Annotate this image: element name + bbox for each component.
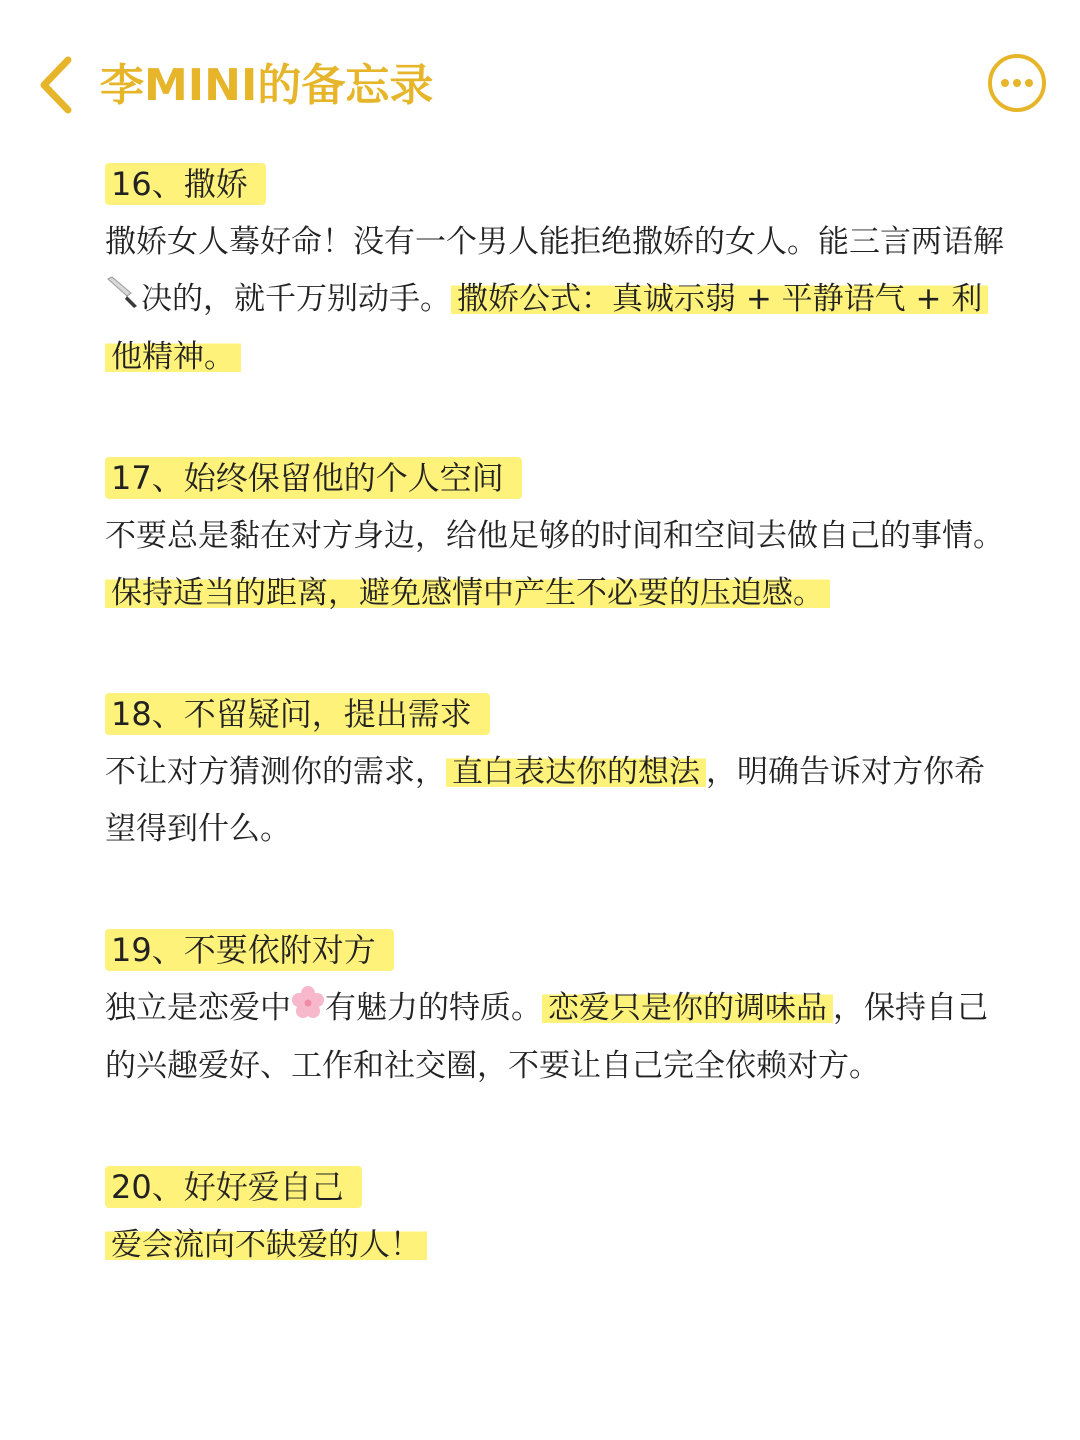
- section-heading: 19、不要依附对方: [105, 929, 394, 971]
- more-horizontal-icon: [986, 52, 1048, 114]
- highlighted-text: 保持适当的距离，避免感情中产生不必要的压迫感。: [105, 575, 830, 611]
- cherry-blossom-icon: [291, 981, 325, 1038]
- memo-content: [105, 160, 1005, 1342]
- section-heading: 16、撒娇: [105, 163, 266, 205]
- chevron-left-icon: [30, 50, 86, 120]
- highlighted-text: 直白表达你的想法: [446, 754, 706, 790]
- section-heading: 20、好好爱自己: [105, 1166, 362, 1208]
- section-body: 撒娇女人蓦好命！没有一个男人能拒绝撒娇的女人。能三言两语解决的，就千万别动手。 撒娇公式：真诚示弱 + 平静语气 + 利他精神。: [105, 224, 1004, 375]
- memo-section-18: [105, 690, 1005, 858]
- knife-icon: [105, 272, 141, 329]
- highlighted-text: 恋爱只是你的调味品: [542, 990, 833, 1026]
- section-heading: 18、不留疑问，提出需求: [105, 693, 490, 735]
- section-body: 不让对方猜测你的需求， 直白表达你的想法 ，明确告诉对方你希望得到什么。: [105, 754, 985, 847]
- section-body: 独立是恋爱中 有魅力的特质。 恋爱只是你的调味品 ，保持自己的兴趣爱好、工作和社交圈，不要让自己完全依赖对方。: [105, 980, 1005, 1095]
- memo-section-19: [105, 926, 1005, 1095]
- highlighted-text: 爱会流向不缺爱的人！: [105, 1227, 427, 1263]
- back-button[interactable]: [30, 50, 86, 120]
- top-nav-bar: [0, 0, 1080, 170]
- memo-section-17: [105, 454, 1005, 622]
- section-body: [105, 1217, 1005, 1274]
- section-body: 不要总是黏在对方身边，给他足够的时间和空间去做自己的事情。保持适当的距离，避免感情中产生不必要的压迫感。: [105, 518, 1004, 611]
- more-button[interactable]: [986, 52, 1048, 114]
- memo-section-16: [105, 160, 1005, 386]
- page-title: 李MINI的备忘录: [100, 60, 434, 111]
- section-heading: 17、始终保留他的个人空间: [105, 457, 522, 499]
- memo-section-20: [105, 1163, 1005, 1274]
- highlighted-text: 撒娇公式：真诚示弱 + 平静语气 + 利他精神。: [105, 281, 988, 375]
